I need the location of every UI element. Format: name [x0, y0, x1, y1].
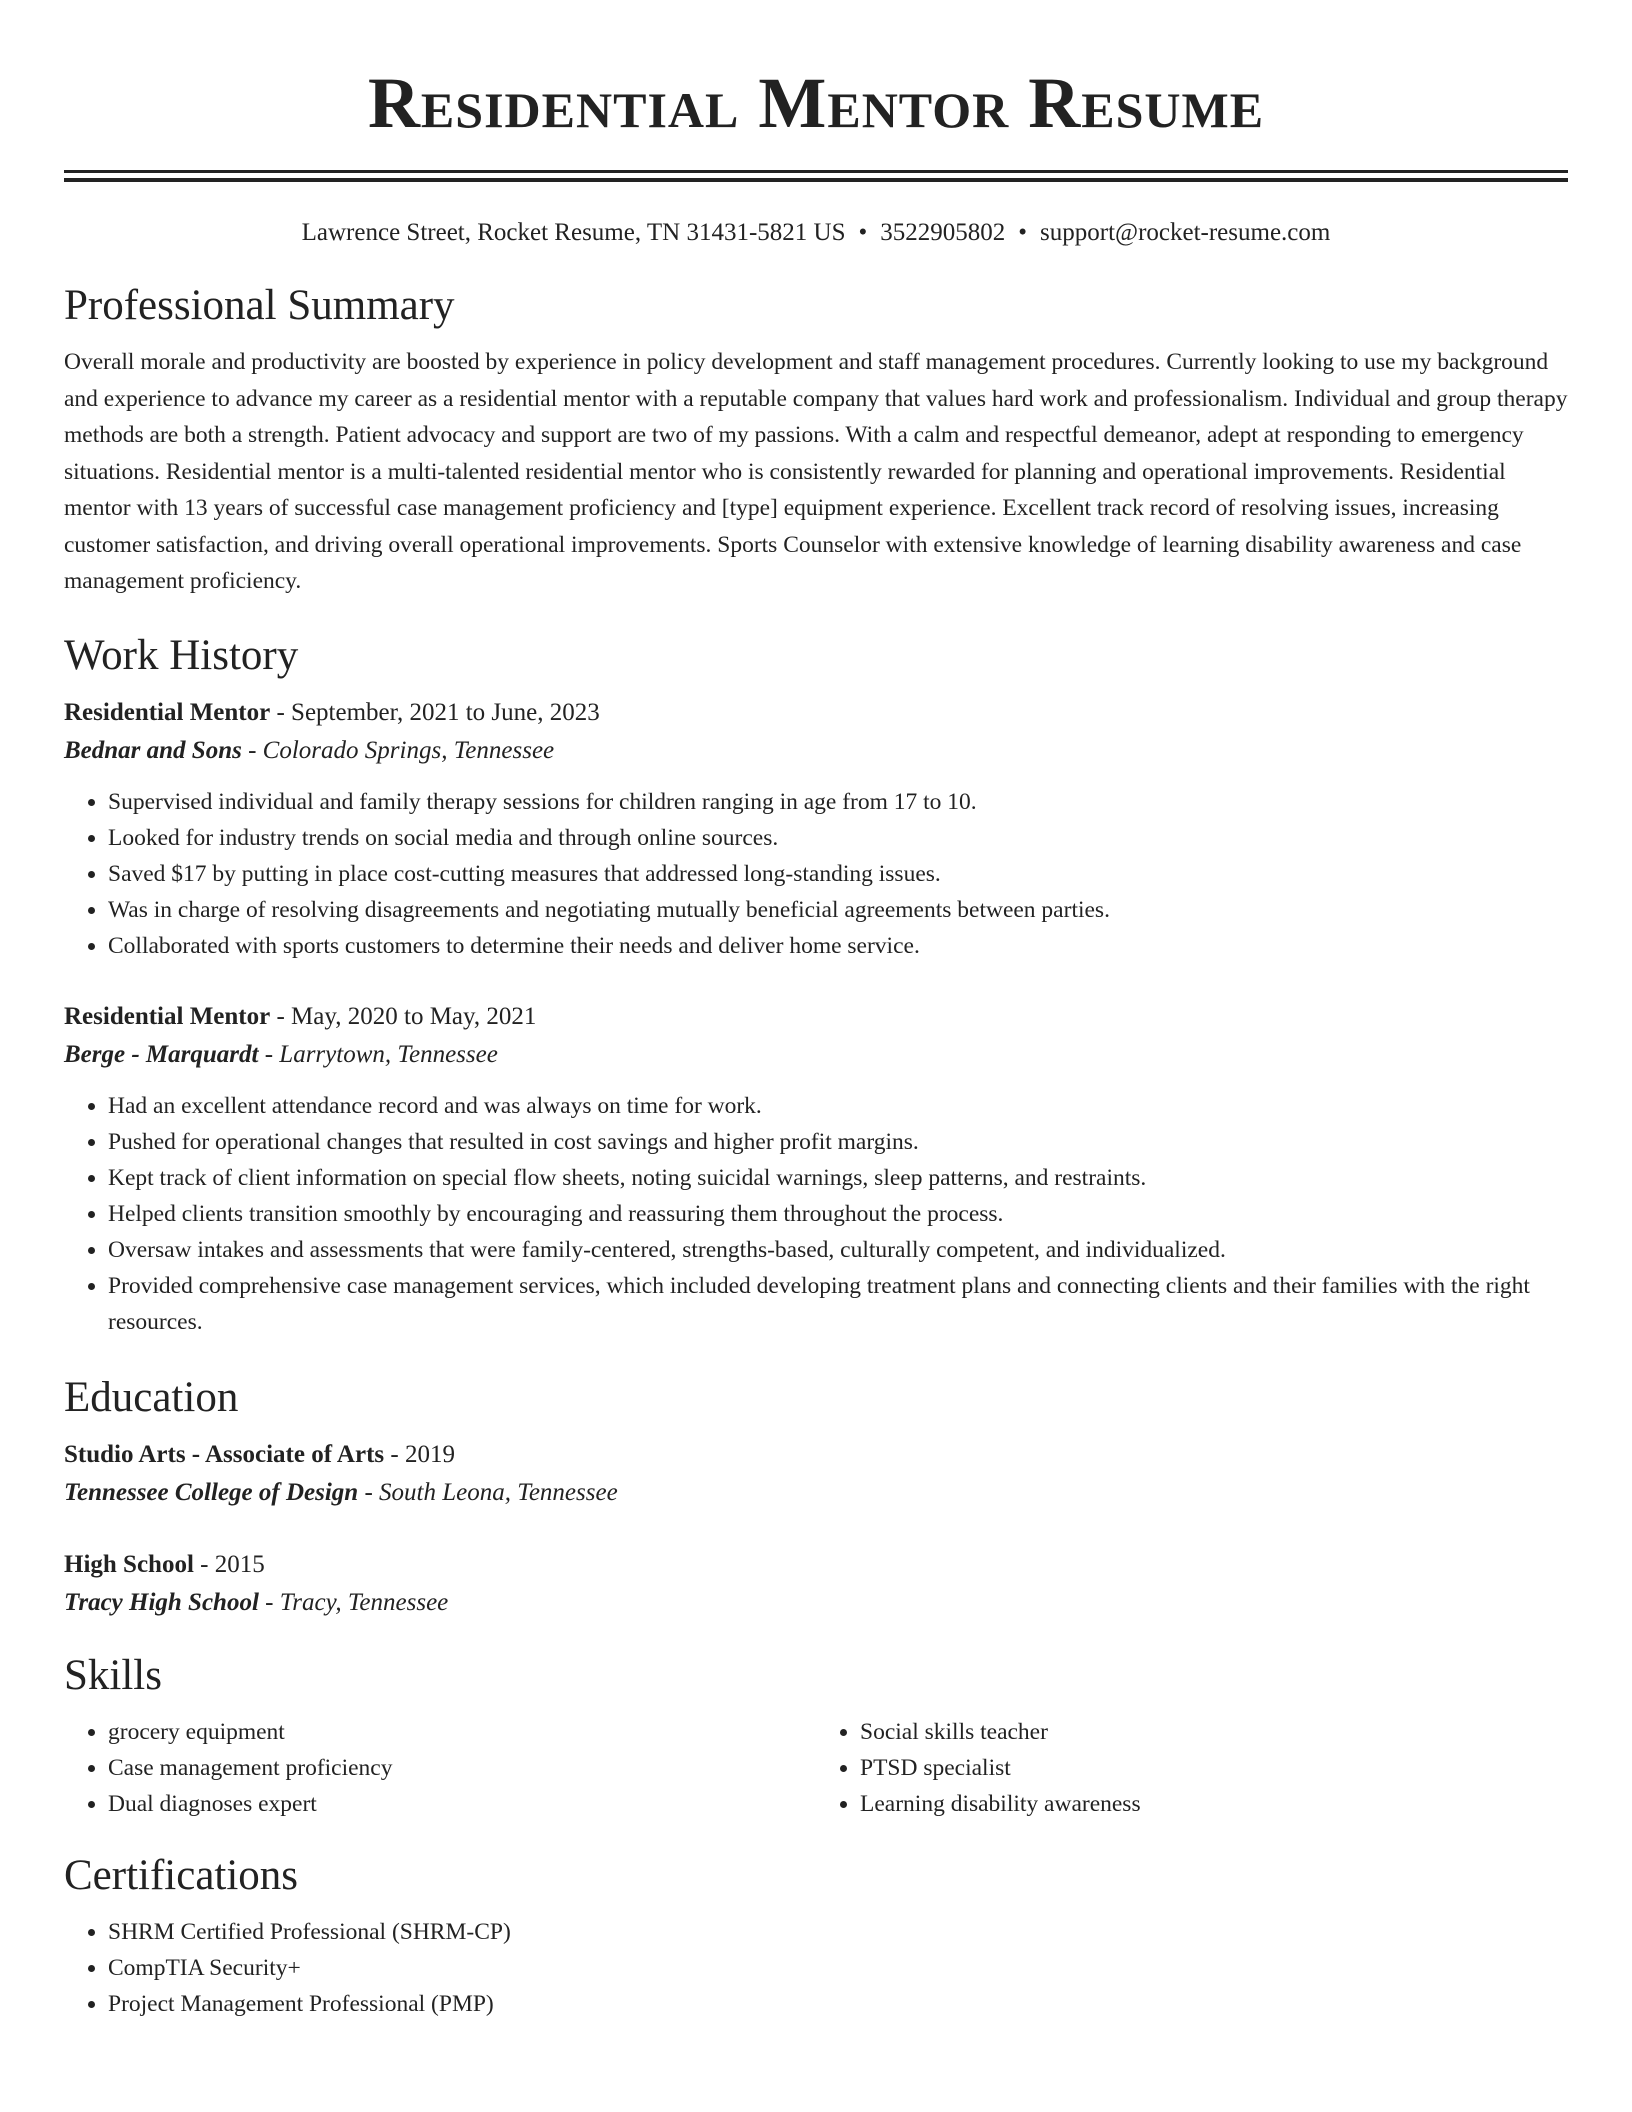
education-year: - 2019 [384, 1440, 455, 1468]
skills-heading: Skills [64, 1651, 162, 1699]
skills-column-left [64, 1714, 816, 1822]
skills-grid [64, 1714, 1568, 1822]
job-title: Residential Mentor [64, 1002, 271, 1030]
contact-phone: 3522905802 [880, 219, 1006, 246]
education-entry [64, 1546, 1568, 1622]
education-header [64, 1546, 1568, 1584]
job-location: - Larrytown, Tennessee [258, 1040, 498, 1068]
contact-address: Lawrence Street, Rocket Resume, TN 31431-5821 US [301, 219, 846, 246]
list-item: • grocery equipment [108, 1714, 816, 1750]
work-history-heading: Work History [64, 631, 299, 679]
list-item: • Social skills teacher [860, 1714, 1568, 1750]
education-school-line [64, 1584, 1568, 1622]
job-bullets [64, 784, 1568, 964]
list-item: • Dual diagnoses expert [108, 1786, 816, 1822]
list-item: • Supervised individual and family therapy sessions for children ranging in age from 17 to 10. [108, 784, 1568, 820]
job-company: Berge - Marquardt [64, 1040, 259, 1068]
contact-line [64, 216, 1568, 250]
list-item: • Had an excellent attendance record and was always on time for work. [108, 1088, 1568, 1124]
job-entry [64, 694, 1568, 964]
resume-title: Residential Mentor Resume [367, 63, 1265, 143]
job-company-line [64, 732, 1568, 770]
education-heading: Education [64, 1373, 239, 1421]
list-item: • Case management proficiency [108, 1750, 816, 1786]
education-degree: Studio Arts - Associate of Arts [64, 1440, 385, 1468]
education-degree: High School [64, 1550, 194, 1578]
certifications-heading: Certifications [64, 1851, 299, 1899]
certifications-section [64, 1848, 1568, 2022]
list-item: • Saved $17 by putting in place cost-cutting measures that addressed long-standing issues. [108, 856, 1568, 892]
list-item: • SHRM Certified Professional (SHRM-CP) [108, 1914, 1568, 1950]
summary-text: Overall morale and productivity are boosted by experience in policy development and staff management procedures. Currently looking to use my background and experience to advance my career as a residential mentor with a reputable company that values hard work and professionalism. Individual and group therapy methods are both a strength. Patient advocacy and support are two of my passions. With a calm and respectful demeanor, adept at responding to emergency situations. Residential mentor is a multi-talented residential mentor who is consistently rewarded for planning and operational improvements. Residential mentor with 13 years of successful case management proficiency and [type] equipment experience. Excellent track record of resolving issues, increasing customer satisfaction, and driving overall operational improvements. Sports Counselor with extensive knowledge of learning disability awareness and case management proficiency. [64, 349, 1568, 594]
summary-heading: Professional Summary [64, 282, 455, 329]
education-year: - 2015 [193, 1550, 265, 1578]
job-company-line [64, 1036, 1568, 1074]
contact-separator: • [858, 219, 868, 246]
list-item: • Project Management Professional (PMP) [108, 1986, 1568, 2022]
skills-column-right [816, 1714, 1568, 1822]
list-item: • Was in charge of resolving disagreements and negotiating mutually beneficial agreements between parties. [108, 892, 1568, 928]
list-item: • Collaborated with sports customers to determine their needs and deliver home service. [108, 928, 1568, 964]
list-item: • Looked for industry trends on social media and through online sources. [108, 820, 1568, 856]
summary-section [64, 278, 1568, 600]
certifications-list [64, 1914, 1568, 2022]
job-company: Bednar and Sons [64, 736, 242, 764]
education-location: - Tracy, Tennessee [258, 1588, 449, 1616]
list-item: • Provided comprehensive case management services, which included developing treatment plans and connecting clients and their families with the right resources. [108, 1268, 1568, 1340]
job-dates: - September, 2021 to June, 2023 [270, 698, 600, 726]
job-bullets [64, 1088, 1568, 1340]
list-item: • PTSD specialist [860, 1750, 1568, 1786]
work-history-section [64, 628, 1568, 1340]
education-entry [64, 1436, 1568, 1512]
list-item: • Kept track of client information on special flow sheets, noting suicidal warnings, sleep patterns, and restraints. [108, 1160, 1568, 1196]
education-school: Tracy High School [64, 1588, 259, 1616]
list-item: • Learning disability awareness [860, 1786, 1568, 1822]
skills-section [64, 1648, 1568, 1822]
job-header [64, 998, 1568, 1036]
education-location: - South Leona, Tennessee [358, 1478, 618, 1506]
education-header [64, 1436, 1568, 1474]
job-dates: - May, 2020 to May, 2021 [270, 1002, 537, 1030]
list-item: • Oversaw intakes and assessments that were family-centered, strengths-based, culturally competent, and individualized. [108, 1232, 1568, 1268]
education-section [64, 1370, 1568, 1622]
list-item: • Pushed for operational changes that resulted in cost savings and higher profit margins. [108, 1124, 1568, 1160]
contact-separator: • [1018, 219, 1028, 246]
job-header [64, 694, 1568, 732]
list-item: • Helped clients transition smoothly by encouraging and reassuring them throughout the process. [108, 1196, 1568, 1232]
contact-email: support@rocket-resume.com [1040, 219, 1331, 246]
title-divider [64, 170, 1568, 182]
education-school: Tennessee College of Design [64, 1478, 359, 1506]
job-location: - Colorado Springs, Tennessee [241, 736, 555, 764]
education-school-line [64, 1474, 1568, 1512]
job-entry [64, 998, 1568, 1340]
job-title: Residential Mentor [64, 698, 271, 726]
list-item: • CompTIA Security+ [108, 1950, 1568, 1986]
